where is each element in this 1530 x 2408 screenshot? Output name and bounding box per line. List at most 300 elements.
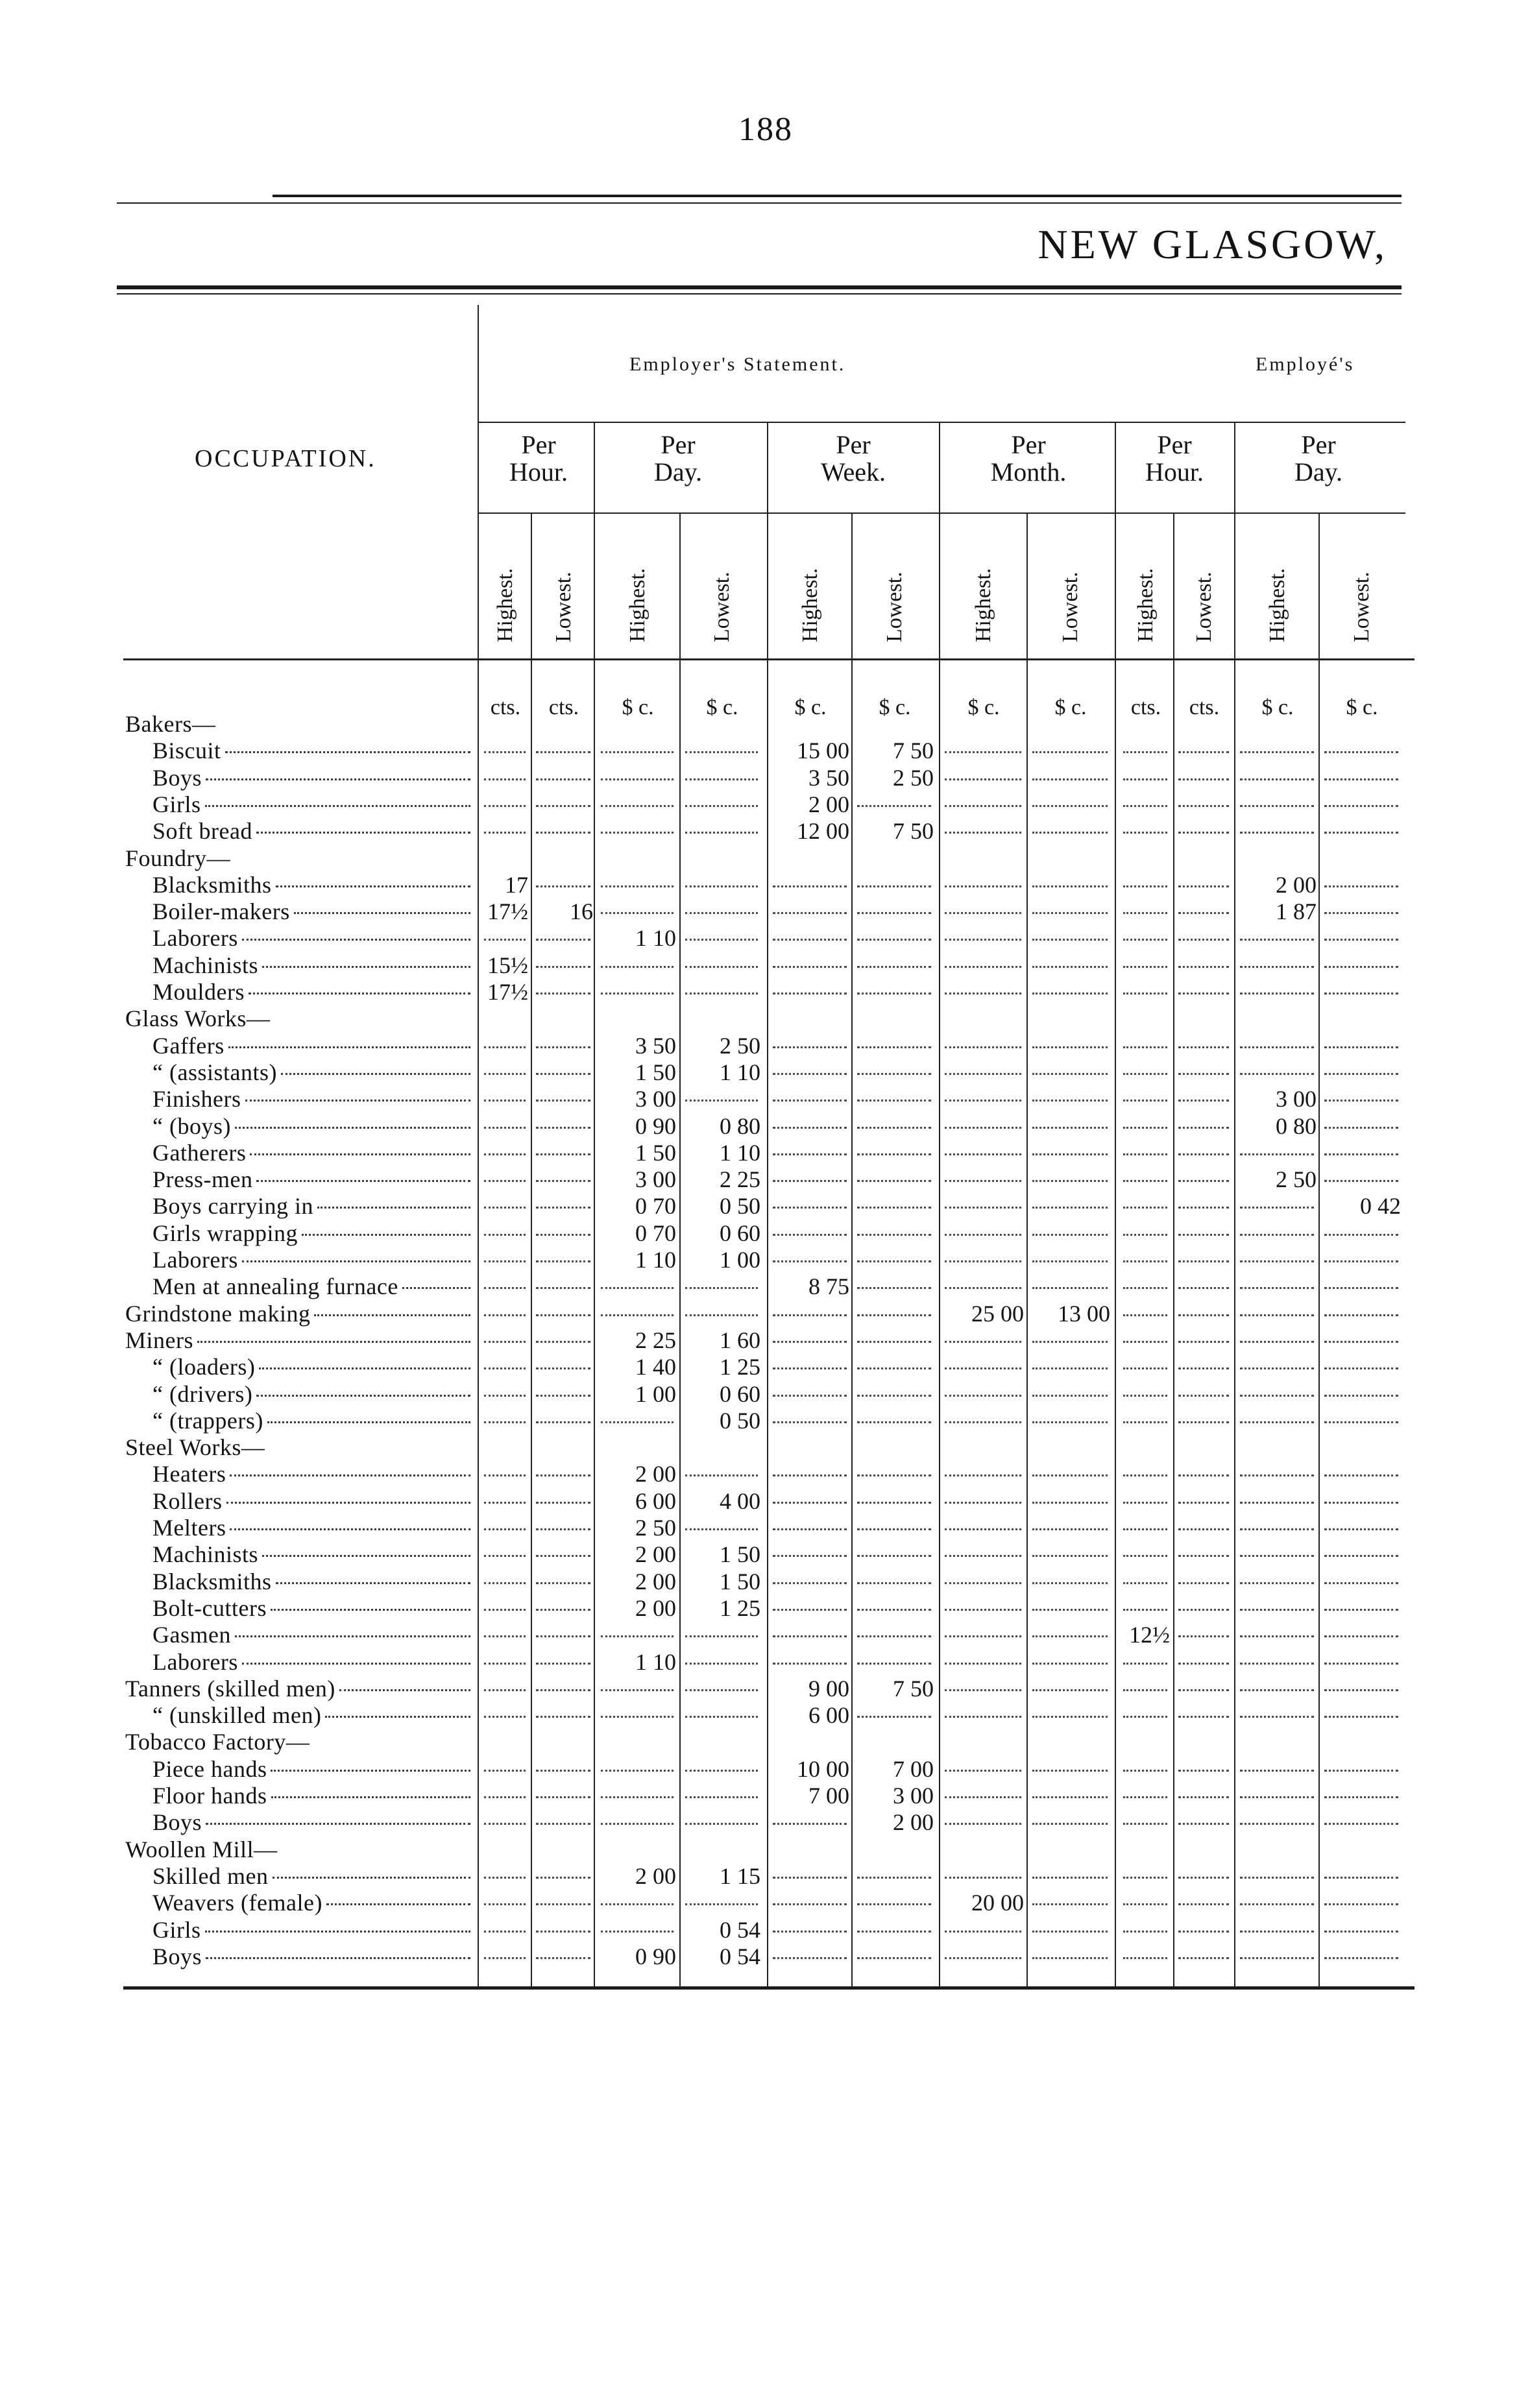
wage-value: 1 50 [720,1541,760,1568]
occupation-label: Gasmen [152,1622,231,1648]
table-row [125,1836,1423,1862]
occupation-label: Glass Works— [125,1005,271,1032]
empty-cell-leader [1240,832,1314,834]
empty-cell-leader [857,1073,931,1075]
wage-value: 2 50 [893,764,934,791]
empty-cell-leader [484,1823,526,1825]
empty-cell-leader [1324,1689,1398,1691]
empty-cell-leader [685,832,758,834]
period-header-line: Month. [990,457,1067,487]
empty-cell-leader [484,1475,526,1476]
empty-cell-leader [536,939,590,941]
empty-cell-leader [484,1180,526,1182]
table-row [125,1541,1423,1567]
empty-cell-leader [857,1314,931,1316]
empty-cell-leader [484,1796,526,1798]
empty-cell-leader [484,1421,526,1423]
wage-value: 1 60 [720,1327,760,1353]
lowest-subheader: Lowest. [1350,572,1374,642]
empty-cell-leader [484,1073,526,1075]
empty-cell-leader [857,1153,931,1155]
dot-leader [226,1502,470,1504]
empty-cell-leader [484,1287,526,1289]
empty-cell-leader [601,1796,674,1798]
empty-cell-leader [945,1207,1021,1209]
table-row [125,1514,1423,1541]
wage-value: 2 25 [720,1166,760,1193]
empty-cell-leader [1178,1502,1229,1504]
empty-cell-leader [1032,1716,1108,1718]
empty-cell-leader [1032,1287,1108,1289]
empty-cell-leader [1324,832,1398,834]
wage-value: 8 75 [808,1273,849,1300]
empty-cell-leader [1178,993,1229,994]
empty-cell-leader [1324,1635,1398,1637]
bottom-rule [123,1986,1415,1990]
empty-cell-leader [1123,1234,1167,1236]
occupation-label: Tanners (skilled men) [125,1675,335,1702]
empty-cell-leader [484,939,526,941]
period-header-per-hour [480,431,597,486]
empty-cell-leader [484,1877,526,1879]
empty-cell-leader [945,832,1021,834]
table-row [125,845,1423,871]
empty-cell-leader [1178,778,1229,780]
empty-cell-leader [945,1153,1021,1155]
empty-cell-leader [1324,1663,1398,1665]
empty-cell-leader [857,1716,931,1718]
empty-cell-leader [1123,1877,1167,1879]
unit-label: cts. [1189,695,1220,719]
empty-cell-leader [1178,832,1229,834]
wage-value: 1 10 [635,925,676,952]
empty-cell-leader [1123,1582,1167,1584]
period-header-per-day [620,431,736,486]
empty-cell-leader [857,939,931,941]
empty-cell-leader [536,1823,590,1825]
empty-cell-leader [773,1367,847,1369]
occupation-label: Moulders [152,979,245,1005]
empty-cell-leader [857,1180,931,1182]
empty-cell-leader [1178,1689,1229,1691]
empty-cell-leader [857,1395,931,1397]
wage-value: 1 25 [720,1354,760,1380]
highest-subheader: Highest. [1265,568,1289,642]
dot-leader [262,1555,470,1557]
empty-cell-leader [1240,1609,1314,1611]
empty-cell-leader [685,1663,758,1665]
wage-value: 0 60 [720,1220,760,1246]
empty-cell-leader [945,1100,1021,1102]
empty-cell-leader [1032,1903,1108,1905]
wage-value: 7 00 [893,1755,934,1782]
occupation-label: Girls wrapping [152,1220,298,1246]
table-row [125,1407,1423,1434]
empty-cell-leader [1178,1635,1229,1637]
empty-cell-leader [536,1395,590,1397]
table-row [125,1595,1423,1621]
table-row [125,737,1423,764]
wage-value: 7 50 [893,818,934,845]
empty-cell-leader [773,1823,847,1825]
empty-cell-leader [1032,993,1108,994]
wage-value: 6 00 [808,1702,849,1729]
empty-cell-leader [685,778,758,780]
lowest-subheader: Lowest. [710,572,734,642]
wage-value: 25 00 [971,1300,1024,1327]
wage-value: 3 00 [635,1166,676,1193]
wage-value: 12 00 [797,818,849,845]
empty-cell-leader [1324,1073,1398,1075]
empty-cell-leader [536,1609,590,1611]
empty-cell-leader [1123,993,1167,994]
empty-cell-leader [685,751,758,753]
wage-value: 2 50 [635,1515,676,1541]
empty-cell-leader [773,966,847,968]
empty-cell-leader [945,805,1021,807]
empty-cell-leader [1240,751,1314,753]
empty-cell-leader [536,1046,590,1048]
occupation-label: Heaters [152,1461,226,1487]
empty-cell-leader [1178,751,1229,753]
dot-leader [294,912,470,914]
empty-cell-leader [773,1931,847,1932]
empty-cell-leader [857,1635,931,1637]
empty-cell-leader [773,1502,847,1504]
wage-value: 2 00 [1276,871,1317,898]
period-header-line: Per [836,430,871,459]
empty-cell-leader [536,1287,590,1289]
empty-cell-leader [1032,1555,1108,1557]
empty-cell-leader [1324,1314,1398,1316]
empty-cell-leader [1032,1957,1108,1959]
occupation-label: Biscuit [152,738,221,764]
empty-cell-leader [1032,1260,1108,1262]
dot-leader [256,1180,470,1182]
period-header-line: Per [1301,430,1336,459]
empty-cell-leader [945,1287,1021,1289]
highest-subheader: Highest. [625,568,650,642]
empty-cell-leader [1240,778,1314,780]
empty-cell-leader [1032,1153,1108,1155]
wage-value: 15½ [487,952,528,978]
empty-cell-leader [685,1770,758,1772]
empty-cell-leader [1123,1502,1167,1504]
empty-cell-leader [945,1823,1021,1825]
empty-cell-leader [536,1314,590,1316]
empty-cell-leader [857,1957,931,1959]
empty-cell-leader [1123,1609,1167,1611]
empty-cell-leader [484,1635,526,1637]
empty-cell-leader [773,1475,847,1476]
empty-cell-leader [1032,1528,1108,1530]
empty-cell-leader [1240,1046,1314,1048]
occupation-label: Steel Works— [125,1434,265,1461]
wage-value: 12½ [1129,1622,1170,1648]
occupation-label: Machinists [152,952,258,978]
empty-cell-leader [857,1663,931,1665]
empty-cell-leader [484,1153,526,1155]
dot-leader [271,1796,470,1798]
dot-leader [276,885,470,887]
empty-cell-leader [601,1421,674,1423]
wage-value: 1 00 [635,1380,676,1407]
empty-cell-leader [685,885,758,887]
empty-cell-leader [1032,1421,1108,1423]
empty-cell-leader [1178,1877,1229,1879]
empty-cell-leader [536,993,590,994]
empty-cell-leader [1240,993,1314,994]
empty-cell-leader [1032,1877,1108,1879]
empty-cell-leader [601,1689,674,1691]
dot-leader [325,1716,470,1718]
empty-cell-leader [1240,1823,1314,1825]
occupation-label: Boiler-makers [152,898,290,925]
empty-cell-leader [945,1073,1021,1075]
wage-value: 0 80 [720,1113,760,1139]
empty-cell-leader [1178,1957,1229,1959]
wage-value: 2 50 [1276,1166,1317,1193]
empty-cell-leader [945,939,1021,941]
wage-value: 0 90 [635,1943,676,1969]
dot-leader [235,1127,470,1129]
dot-leader [262,966,470,968]
lowest-subheader: Lowest. [1192,572,1216,642]
empty-cell-leader [685,1903,758,1905]
occupation-label: “ (assistants) [152,1059,277,1085]
empty-cell-leader [773,1260,847,1262]
table-row [125,1246,1423,1273]
table-row [125,1621,1423,1648]
empty-cell-leader [1178,885,1229,887]
occupation-label: Foundry— [125,845,231,871]
empty-cell-leader [1178,1663,1229,1665]
empty-cell-leader [1324,751,1398,753]
empty-cell-leader [601,966,674,968]
empty-cell-leader [536,1635,590,1637]
empty-cell-leader [484,1395,526,1397]
empty-cell-leader [1324,1796,1398,1798]
empty-cell-leader [1032,751,1108,753]
occupation-label: “ (boys) [152,1113,231,1139]
occupation-label: Laborers [152,925,238,952]
empty-cell-leader [1032,1663,1108,1665]
empty-cell-leader [1324,1421,1398,1423]
empty-cell-leader [685,1475,758,1476]
empty-cell-leader [484,1663,526,1665]
table-row [125,1487,1423,1514]
empty-cell-leader [484,1957,526,1959]
empty-cell-leader [1324,1528,1398,1530]
empty-cell-leader [1324,1903,1398,1905]
wage-value: 0 80 [1276,1113,1317,1139]
wage-value: 0 54 [720,1916,760,1943]
empty-cell-leader [1324,912,1398,914]
table-row [125,1220,1423,1246]
table-row [125,1327,1423,1353]
empty-cell-leader [536,1957,590,1959]
empty-cell-leader [1123,1931,1167,1932]
empty-cell-leader [685,1689,758,1691]
occupation-label: Tobacco Factory— [125,1729,310,1755]
empty-cell-leader [1178,1314,1229,1316]
occupation-label: “ (unskilled men) [152,1702,322,1729]
empty-cell-leader [685,1287,758,1289]
empty-cell-leader [1324,1475,1398,1476]
empty-cell-leader [1123,1073,1167,1075]
wage-value: 1 50 [635,1139,676,1166]
empty-cell-leader [536,1073,590,1075]
empty-cell-leader [857,1877,931,1879]
wage-value: 7 50 [893,1675,934,1702]
empty-cell-leader [1240,1663,1314,1665]
table-row [125,1728,1423,1755]
empty-cell-leader [1324,1260,1398,1262]
empty-cell-leader [1240,1796,1314,1798]
unit-label: $ c. [1054,695,1087,719]
empty-cell-leader [1178,1475,1229,1476]
empty-cell-leader [1324,1931,1398,1932]
empty-cell-leader [1324,966,1398,968]
empty-cell-leader [484,1689,526,1691]
unit-label: $ c. [1261,695,1294,719]
table-row [125,952,1423,978]
dot-leader [206,778,470,780]
empty-cell-leader [484,1260,526,1262]
empty-cell-leader [1324,1823,1398,1825]
highest-subheader: Highest. [971,568,995,642]
empty-cell-leader [857,1609,931,1611]
wage-value: 0 50 [720,1407,760,1434]
dot-leader [271,1770,470,1772]
empty-cell-leader [484,1609,526,1611]
wage-value: 17½ [487,898,528,925]
table-row [125,1300,1423,1327]
dot-leader [281,1073,470,1075]
wage-value: 0 54 [720,1943,760,1969]
empty-cell-leader [857,1260,931,1262]
empty-cell-leader [1178,805,1229,807]
heading-rule [117,285,1402,289]
table-row [125,1943,1423,1969]
table-row [125,898,1423,924]
empty-cell-leader [773,1957,847,1959]
table-row [125,817,1423,844]
empty-cell-leader [1032,1582,1108,1584]
table-row [125,1889,1423,1916]
table-row [125,1032,1423,1059]
wage-value: 1 50 [635,1059,676,1085]
empty-cell-leader [1032,1502,1108,1504]
empty-cell-leader [1324,885,1398,887]
wage-value: 4 00 [720,1487,760,1514]
empty-cell-leader [857,1421,931,1423]
empty-cell-leader [536,1770,590,1772]
wage-value: 1 87 [1276,898,1317,925]
table-row [125,1648,1423,1675]
dot-leader [245,1100,470,1102]
empty-cell-leader [1178,939,1229,941]
dot-leader [256,1395,470,1397]
empty-cell-leader [601,1931,674,1932]
table-row [125,1916,1423,1943]
empty-cell-leader [945,1716,1021,1718]
empty-cell-leader [773,1153,847,1155]
empty-cell-leader [857,885,931,887]
wage-value: 1 10 [720,1139,760,1166]
empty-cell-leader [1123,885,1167,887]
empty-cell-leader [773,1180,847,1182]
empty-cell-leader [536,1207,590,1209]
wage-value: 1 10 [635,1648,676,1675]
empty-cell-leader [1032,1127,1108,1129]
empty-cell-leader [685,1796,758,1798]
occupation-label: Miners [125,1327,193,1353]
period-header-per-month [970,431,1087,486]
table-row [125,1702,1423,1728]
unit-label: $ c. [879,695,911,719]
page-number: 188 [738,111,793,148]
empty-cell-leader [484,1046,526,1048]
empty-cell-leader [484,1502,526,1504]
empty-cell-leader [1178,1100,1229,1102]
highest-subheader: Highest. [798,568,822,642]
empty-cell-leader [1032,1207,1108,1209]
occupation-label: Boys carrying in [152,1193,313,1220]
occupation-label: Gaffers [152,1032,225,1059]
empty-cell-leader [685,966,758,968]
empty-cell-leader [1032,1823,1108,1825]
highest-subheader: Highest. [1134,568,1158,642]
wage-value: 1 15 [720,1862,760,1889]
table-row [125,871,1423,898]
empty-cell-leader [1324,778,1398,780]
empty-cell-leader [1240,1153,1314,1155]
empty-cell-leader [773,1663,847,1665]
empty-cell-leader [1240,1234,1314,1236]
wage-value: 7 00 [808,1783,849,1809]
empty-cell-leader [536,1877,590,1879]
empty-cell-leader [1032,1475,1108,1476]
occupation-label: Boys [152,764,202,791]
wage-value: 2 00 [808,791,849,817]
empty-cell-leader [945,885,1021,887]
empty-cell-leader [1178,1528,1229,1530]
empty-cell-leader [536,805,590,807]
empty-cell-leader [1123,1770,1167,1772]
empty-cell-leader [1032,1234,1108,1236]
dot-leader [276,1582,470,1584]
empty-cell-leader [601,1287,674,1289]
dot-leader [230,1528,470,1530]
empty-cell-leader [1032,1931,1108,1932]
empty-cell-leader [1032,832,1108,834]
empty-cell-leader [1178,1367,1229,1369]
empty-cell-leader [1324,1555,1398,1557]
empty-cell-leader [945,1395,1021,1397]
wage-value: 1 25 [720,1595,760,1621]
empty-cell-leader [945,778,1021,780]
empty-cell-leader [945,1957,1021,1959]
table-row [125,1809,1423,1835]
empty-cell-leader [685,1716,758,1718]
empty-cell-leader [685,805,758,807]
empty-cell-leader [536,778,590,780]
empty-cell-leader [857,1502,931,1504]
empty-cell-leader [536,966,590,968]
table-row [125,710,1423,737]
empty-cell-leader [1178,1395,1229,1397]
